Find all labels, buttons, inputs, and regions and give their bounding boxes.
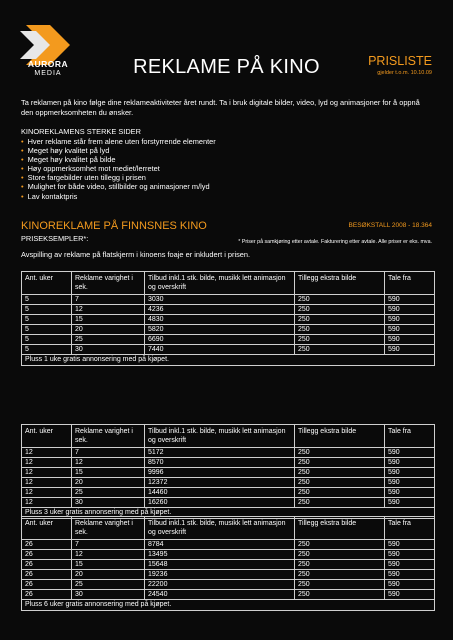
strengths-heading: KINOREKLAMENS STERKE SIDER xyxy=(21,127,141,136)
list-item: • Hver reklame står frem alene uten forstyrrende elementer xyxy=(21,137,216,146)
table-header-cell: Ant. uker xyxy=(22,425,72,448)
table-cell: 3030 xyxy=(145,295,295,305)
table-header-row xyxy=(22,272,435,295)
table-cell: 5172 xyxy=(145,448,295,458)
table-row xyxy=(22,468,435,478)
table-cell: 250 xyxy=(295,550,385,560)
table-cell: 590 xyxy=(385,478,435,488)
table-header-cell: Tillegg ekstra bilde xyxy=(295,517,385,540)
table-cell: 5 xyxy=(22,305,72,315)
table-cell: 590 xyxy=(385,468,435,478)
table-row xyxy=(22,295,435,305)
table-cell: 15 xyxy=(72,315,145,325)
table-cell: 4236 xyxy=(145,305,295,315)
table-cell: 24540 xyxy=(145,590,295,600)
table-header-cell: Tilbud inkl.1 stk. bilde, musikk lett animasjon og overskrift xyxy=(145,425,295,448)
table-cell: 14460 xyxy=(145,488,295,498)
table-cell: 12 xyxy=(72,550,145,560)
list-item: • Høy oppmerksomhet mot mediet/lerretet xyxy=(21,164,216,173)
table-cell: 250 xyxy=(295,580,385,590)
table-header-cell: Tale fra xyxy=(385,425,435,448)
table-cell: 250 xyxy=(295,315,385,325)
table-cell: 19236 xyxy=(145,570,295,580)
table-cell: 26 xyxy=(22,590,72,600)
price-examples-label: PRISEKSEMPLER*: xyxy=(21,234,89,243)
table-cell: 12 xyxy=(72,458,145,468)
table-cell: 12 xyxy=(22,448,72,458)
list-item: • Store fargebilder uten tillegg i prisen xyxy=(21,173,216,182)
table-cell: 12 xyxy=(72,305,145,315)
table-cell: 12 xyxy=(22,468,72,478)
table-header-cell: Tale fra xyxy=(385,272,435,295)
table-cell: 20 xyxy=(72,478,145,488)
table-cell: 250 xyxy=(295,590,385,600)
table-cell: 590 xyxy=(385,458,435,468)
table-cell: 7440 xyxy=(145,345,295,355)
visitor-count: BESØKSTALL 2008 - 18.364 xyxy=(348,222,432,229)
table-cell: 5 xyxy=(22,335,72,345)
table-cell: 7 xyxy=(72,295,145,305)
table-header-cell: Tillegg ekstra bilde xyxy=(295,272,385,295)
table-cell: 6690 xyxy=(145,335,295,345)
table-cell: 12 xyxy=(22,498,72,508)
table-cell: 250 xyxy=(295,468,385,478)
table-header-cell: Ant. uker xyxy=(22,517,72,540)
list-item: • Meget høy kvalitet på bilde xyxy=(21,155,216,164)
table-header-cell: Reklame varighet i sek. xyxy=(72,425,145,448)
price-table-26-weeks xyxy=(21,516,435,611)
table-cell: 590 xyxy=(385,590,435,600)
table-header-cell: Reklame varighet i sek. xyxy=(72,517,145,540)
table-cell: 250 xyxy=(295,488,385,498)
table-cell: 25 xyxy=(72,335,145,345)
table-header-cell: Reklame varighet i sek. xyxy=(72,272,145,295)
table-row xyxy=(22,315,435,325)
table-cell: 15 xyxy=(72,560,145,570)
table-cell: 25 xyxy=(72,580,145,590)
table-cell: 250 xyxy=(295,345,385,355)
table-cell: 12372 xyxy=(145,478,295,488)
table-cell: 590 xyxy=(385,488,435,498)
table-cell: 250 xyxy=(295,325,385,335)
table-cell: 590 xyxy=(385,550,435,560)
prisliste-label: PRISLISTE xyxy=(368,54,432,68)
table-cell: 5 xyxy=(22,345,72,355)
table-cell: 250 xyxy=(295,305,385,315)
table-cell: 5 xyxy=(22,325,72,335)
table-cell: 5 xyxy=(22,315,72,325)
table-row xyxy=(22,580,435,590)
table-cell: 7 xyxy=(72,540,145,550)
table-row xyxy=(22,325,435,335)
table-row xyxy=(22,488,435,498)
table-cell: 9996 xyxy=(145,468,295,478)
table-header-cell: Ant. uker xyxy=(22,272,72,295)
table-header-cell: Tale fra xyxy=(385,517,435,540)
table-cell: 30 xyxy=(72,590,145,600)
table-row xyxy=(22,478,435,488)
table-cell: 26 xyxy=(22,540,72,550)
table-row xyxy=(22,590,435,600)
table-cell: 590 xyxy=(385,305,435,315)
table-cell: 250 xyxy=(295,448,385,458)
table-cell: 22200 xyxy=(145,580,295,590)
table-cell: 590 xyxy=(385,498,435,508)
table-row xyxy=(22,560,435,570)
table-footer-row xyxy=(22,355,435,366)
table-cell: 590 xyxy=(385,345,435,355)
table-header-cell: Tilbud inkl.1 stk. bilde, musikk lett animasjon og overskrift xyxy=(145,517,295,540)
table-cell: 590 xyxy=(385,570,435,580)
playback-info: Avspilling av reklame på flatskjerm i kinoens foaje er inkludert i prisen. xyxy=(21,250,251,259)
table-cell: 26 xyxy=(22,570,72,580)
table-row xyxy=(22,570,435,580)
table-cell: 16260 xyxy=(145,498,295,508)
section-heading: KINOREKLAME PÅ FINNSNES KINO xyxy=(21,220,207,232)
table-cell: 590 xyxy=(385,560,435,570)
table-cell: 12 xyxy=(22,478,72,488)
table-header-row xyxy=(22,425,435,448)
table-row xyxy=(22,550,435,560)
table-cell: 30 xyxy=(72,498,145,508)
table-cell: 7 xyxy=(72,448,145,458)
brand-line1: AURORA xyxy=(27,59,69,69)
table-cell: 8570 xyxy=(145,458,295,468)
table-cell: 25 xyxy=(72,488,145,498)
table-cell: 13495 xyxy=(145,550,295,560)
table-cell: 250 xyxy=(295,560,385,570)
strengths-list xyxy=(21,137,216,201)
brand-line2: MEDIA xyxy=(34,70,62,77)
table-cell: 30 xyxy=(72,345,145,355)
table-cell: 590 xyxy=(385,335,435,345)
table-cell: 15648 xyxy=(145,560,295,570)
table-cell: 26 xyxy=(22,560,72,570)
table-cell: 8784 xyxy=(145,540,295,550)
table-footer-cell: Pluss 1 uke gratis annonsering med på kjøpet. xyxy=(22,355,435,366)
table-cell: 12 xyxy=(22,458,72,468)
list-item: • Lav kontaktpris xyxy=(21,192,216,201)
table-cell: 20 xyxy=(72,570,145,580)
price-table-5-weeks xyxy=(21,271,435,366)
table-footer-cell: Pluss 3 uker gratis annonsering med på kjøpet. xyxy=(22,508,435,519)
list-item: • Mulighet for både video, stillbilder og animasjoner m/lyd xyxy=(21,182,216,191)
table-cell: 250 xyxy=(295,295,385,305)
table-cell: 590 xyxy=(385,295,435,305)
price-table-12-weeks xyxy=(21,424,435,519)
table-cell: 590 xyxy=(385,325,435,335)
table-cell: 15 xyxy=(72,468,145,478)
table-header-row xyxy=(22,517,435,540)
table-cell: 590 xyxy=(385,315,435,325)
table-row xyxy=(22,305,435,315)
table-cell: 250 xyxy=(295,498,385,508)
page-title: REKLAME PÅ KINO xyxy=(133,56,320,78)
table-cell: 250 xyxy=(295,458,385,468)
table-cell: 12 xyxy=(22,488,72,498)
table-header-cell: Tillegg ekstra bilde xyxy=(295,425,385,448)
table-cell: 590 xyxy=(385,448,435,458)
validity-label: gjelder t.o.m. 10.10.09 xyxy=(377,70,432,76)
list-item: • Meget høy kvalitet på lyd xyxy=(21,146,216,155)
table-row xyxy=(22,448,435,458)
table-row xyxy=(22,458,435,468)
table-cell: 590 xyxy=(385,540,435,550)
table-cell: 5 xyxy=(22,295,72,305)
table-cell: 20 xyxy=(72,325,145,335)
table-cell: 250 xyxy=(295,540,385,550)
table-header-cell: Tilbud inkl.1 stk. bilde, musikk lett animasjon og overskrift xyxy=(145,272,295,295)
table-row xyxy=(22,345,435,355)
table-cell: 250 xyxy=(295,335,385,345)
table-cell: 5820 xyxy=(145,325,295,335)
table-footer-cell: Pluss 6 uker gratis annonsering med på kjøpet. xyxy=(22,600,435,611)
table-row xyxy=(22,498,435,508)
price-note: * Priser på samkjøring etter avtale. Fakturering etter avtale. Alle priser er eks. mva. xyxy=(238,239,432,245)
table-footer-row xyxy=(22,600,435,611)
table-cell: 26 xyxy=(22,550,72,560)
table-cell: 250 xyxy=(295,570,385,580)
table-cell: 4830 xyxy=(145,315,295,325)
table-cell: 250 xyxy=(295,478,385,488)
table-row xyxy=(22,335,435,345)
table-row xyxy=(22,540,435,550)
table-cell: 26 xyxy=(22,580,72,590)
intro-paragraph: Ta reklamen på kino følge dine reklameaktiviteter året rundt. Ta i bruk digitale bilder, video, lyd og animasjoner for å oppnå den oppmerksomheten du ønsker. xyxy=(21,98,420,117)
table-cell: 590 xyxy=(385,580,435,590)
